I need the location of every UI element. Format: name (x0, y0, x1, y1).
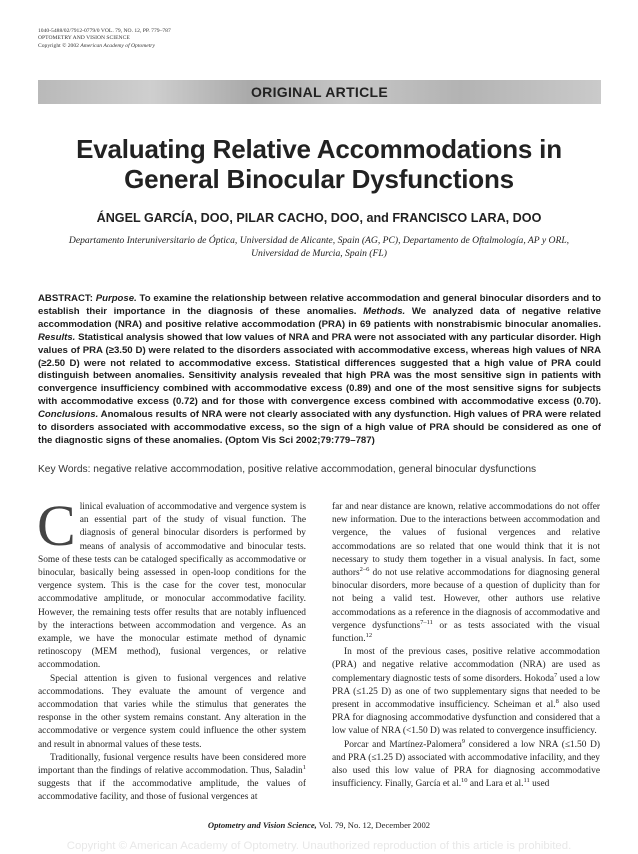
abstract-purpose-label: Purpose. (95, 293, 137, 304)
article-title: Evaluating Relative Accommodations in General Binocular Dysfunctions (76, 134, 562, 194)
key-words: Key Words: negative relative accommodation, positive relative accommodation, general binocular dysfunctions (38, 464, 537, 475)
abstract-results-label: Results. (38, 331, 76, 343)
abstract-methods-label: Methods. (363, 305, 406, 317)
article-type-label: ORIGINAL ARTICLE (250, 84, 389, 100)
paragraph-text: Porcar and Martínez-Palomera (344, 739, 462, 750)
body-paragraph (332, 739, 600, 792)
citation-ref: 2–6 (359, 565, 370, 573)
author-affiliation: Departamento Interuniversitario de Óptica, Universidad de Alicante, Spain (AG, PC), Departamento de Oftalmología, AP y ORL, Universidad de Murcia, Spain (FL) (68, 235, 570, 259)
meta-issn-line: 1040-5488/02/7912-0779/0 VOL. 79, NO. 12, PP. 779–787 (38, 28, 171, 34)
abstract-label: ABSTRACT: (38, 293, 93, 304)
citation-ref: 9 (461, 737, 466, 745)
copyright-prefix: Copyright © 2002 (38, 42, 81, 49)
footer-journal-name: Optometry and Vision Science, (207, 820, 317, 830)
author-list: ÁNGEL GARCÍA, DOO, PILAR CACHO, DOO, and FRANCISCO LARA, DOO (96, 211, 542, 225)
body-paragraph (38, 752, 306, 805)
citation-ref: 12 (365, 631, 373, 639)
footer-issue-info: Vol. 79, No. 12, December 2002 (316, 820, 431, 830)
abstract (38, 293, 601, 448)
paragraph-text: linical evaluation of accommodative and vergence system is an essential part of the study of visual function. The diagnosis of general binocular disorders is performed by means of analysis of accommodative and binocular tests. Some of these tests can be cataloged specifically as accommodative or binocular, basically being assessed in open-loop conditions for the vergence system. This is the case for the cover test, monocular accommodative amplitude, or monocular accommodative facility. However, the remaining tests offer results that are notably influenced by the interactions between accommodation and vergence. As an example, we have the monocular estimate method of dynamic retinoscopy (MEM method), fusional vergences, or relative accommodation. (38, 502, 306, 671)
body-paragraph (332, 501, 600, 646)
paragraph-text: far and near distance are known, relative accommodations do not offer new information. Due to the interactions between accommodation and vergence, the values of fusional vergences and relative accommodations are so related that one would think that it is not necessary to study them together in a visual analysis. In fact, some authors (332, 502, 600, 579)
body-column-left (37, 493, 306, 805)
journal-meta (38, 28, 171, 50)
paragraph-text: or as tests associated with the visual function. (332, 620, 601, 645)
citation-ref: 1 (302, 763, 306, 771)
citation-ref: 8 (555, 697, 559, 705)
meta-journal-line: OPTOMETRY AND VISION SCIENCE (38, 35, 130, 42)
copyright-holder: American Academy of Optometry (80, 42, 155, 49)
body-column-right (332, 501, 600, 791)
paragraph-text: also used PRA for diagnosing accommodative dysfunction and considered that a low value of NRA (<1.50 D) was related to convergence insufficiency. (332, 700, 600, 737)
article-type-banner (38, 80, 601, 104)
meta-copyright-line (38, 43, 171, 50)
paragraph-text: used a low PRA (≤1.25 D) as one of two supplementary signs that needed to be present in accommodative insufficiency. Scheiman et al. (332, 673, 600, 711)
citation-ref: 7 (554, 671, 558, 679)
citation-ref: 10 (461, 777, 468, 785)
abstract-conclusions-label: Conclusions. (38, 409, 99, 421)
abstract-results: Statistical analysis showed that low values of NRA and PRA were not associated with any particular disorder. High values of PRA (≥3.50 D) were related to the disorders associated with accommodative excess, whereas high values of NRA (≥2.50 D) were not related to accommodative excess. Statistical differences suggested that a high value of PRA could distinguish between anomalies. Sensitivity analysis revealed that high PRA was the most sensitive sign in patients with convergence insufficiency combined with accommodative excess (0.89) and one of the most sensitive signs for subjects with accommodative excess (0.72) and for those with convergence excess combined with accommodative excess (0.70). (38, 331, 601, 408)
body-paragraph: Special attention is given to fusional vergences and relative accommodations. They evaluate the amount of vergence and accommodation that varies while the stimulus that generates the response in the other system remains constant. Any alteration in the accommodative or vergence system could influence the other system and result in abnormal values of these tests. (38, 673, 306, 750)
paragraph-text: and Lara et al. (467, 779, 524, 790)
paragraph-text: considered a low NRA (≤1.50 D) and PRA (≤1.25 D) associated with accommodative infacility, and they also used this low value of PRA for diagnosing accommodative insufficiency. Finally, García et al. (332, 739, 600, 790)
drop-cap: C (37, 493, 76, 558)
paragraph-text: do not use relative accommodations for diagnosing general binocular disorders, more because of a question of duplicity than for not being a valid test. However, other authors use relative accommodations as a reference in the diagnosis of accommodative and vergence dysfunctions (332, 568, 600, 631)
abstract-methods: We analyzed data of negative relative accommodation (NRA) and positive relative accommodation (PRA) in 69 patients with nonstrabismic binocular anomalies. (38, 305, 602, 330)
paragraph-text: In most of the previous cases, positive relative accommodation (PRA) and negative relative accommodation (NRA) are used as complementary diagnostic tests of some disorders. Hokoda (332, 647, 600, 684)
citation-ref: 7–11 (420, 618, 433, 626)
body-paragraph (332, 646, 600, 738)
paragraph-text: suggests that if the accommodative amplitude, the values of accommodative facility, and those of fusional vergences at (38, 779, 306, 803)
page-footer (0, 820, 638, 830)
paragraph-text: used (529, 779, 550, 790)
body-paragraph (37, 493, 306, 673)
paragraph-text: Traditionally, fusional vergence results have been considered more important than the findings of relative accommodation. Thus, Saladin (38, 752, 306, 777)
abstract-purpose: To examine the relationship between relative accommodation and general binocular disorders and to establish their importance in the diagnosis of these anomalies. (38, 293, 601, 317)
copyright-watermark: Copyright © American Academy of Optometry. Unauthorized reproduction of this article is prohibited. (66, 840, 572, 852)
abstract-conclusions: Anomalous results of NRA were not clearly associated with any dysfunction. High values of PRA were related to disorders associated with accommodative excess, so the sign of a high value of PRA should be considered as one of the diagnostic signs of these anomalies. (Optom Vis Sci 2002;79:779–787) (38, 409, 601, 446)
citation-ref: 11 (523, 777, 530, 785)
